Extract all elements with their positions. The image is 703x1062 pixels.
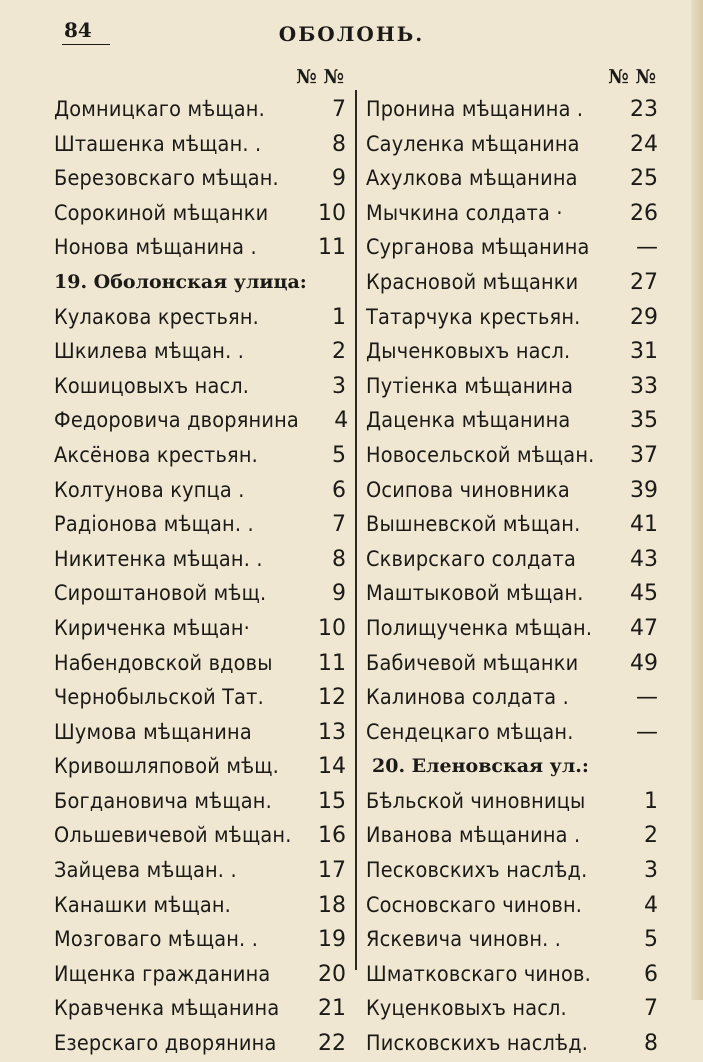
house-number: 2: [332, 339, 346, 365]
list-item: [366, 922, 658, 957]
list-item: [366, 438, 658, 473]
list-item: [366, 334, 658, 369]
house-number: 8: [332, 131, 346, 157]
owner-name: Домницкаго мѣщан.: [54, 97, 265, 121]
owner-name: Набендовской вдовы: [54, 650, 273, 675]
list-item: [54, 922, 346, 957]
owner-name: Шташенка мѣщан. .: [54, 131, 262, 156]
owner-name: Кривошляповой мѣщ.: [54, 754, 279, 779]
house-number: 17: [318, 858, 346, 884]
house-number: 2: [644, 823, 658, 849]
owner-name: Иванова мѣщанина .: [366, 823, 581, 848]
owner-name: Богдановича мѣщан.: [54, 788, 272, 813]
list-item: [366, 92, 658, 127]
list-item: [366, 265, 658, 300]
house-number: 11: [318, 650, 346, 676]
house-number: 39: [630, 477, 658, 503]
list-item: [54, 403, 349, 438]
list-item: [366, 369, 658, 404]
list-item: [366, 542, 658, 577]
owner-name: Маштыковой мѣщан.: [366, 581, 584, 606]
house-number: 41: [630, 512, 658, 538]
list-item: [366, 888, 658, 923]
house-number: 7: [332, 512, 346, 538]
owner-name: Пронина мѣщанина .: [366, 97, 584, 121]
list-item: [366, 576, 658, 611]
list-item: [54, 991, 346, 1026]
list-item: [366, 507, 658, 542]
street-heading: 20. Еленовская ул.:: [372, 755, 589, 778]
house-number: 23: [630, 97, 658, 122]
owner-name: Ищенка гражданина: [54, 961, 271, 986]
house-number: 7: [332, 97, 346, 122]
left-column: [54, 62, 349, 1061]
list-item: [366, 403, 658, 438]
right-rows-before: [366, 92, 658, 749]
list-item: [366, 853, 658, 888]
numbers-label: № №: [296, 66, 344, 88]
owner-name: Песковскихъ наслѣд.: [366, 858, 588, 883]
house-number: 1: [332, 304, 346, 330]
house-number: 9: [332, 581, 346, 607]
list-item: [54, 611, 346, 646]
house-number: 5: [644, 927, 658, 953]
owner-name: Осипова чиновника: [366, 477, 570, 502]
list-item: [54, 888, 346, 923]
owner-name: Бѣльской чиновницы: [366, 788, 586, 813]
house-number: 21: [318, 996, 346, 1022]
owner-name: Бабичевой мѣщанки: [366, 650, 579, 675]
house-number: 13: [318, 719, 346, 745]
house-number: —: [636, 235, 658, 261]
page-number: 84: [62, 18, 110, 45]
house-number: 4: [334, 408, 349, 434]
list-item: [366, 473, 658, 508]
list-item: [54, 646, 346, 681]
owner-name: Радіонова мѣщан. .: [54, 512, 254, 537]
house-number: —: [636, 719, 658, 745]
list-item: [54, 957, 346, 992]
owner-name: Нонова мѣщанина .: [54, 235, 257, 260]
house-number: 24: [630, 131, 658, 157]
list-item: [366, 991, 658, 1026]
house-number: 14: [318, 754, 346, 780]
house-number: 12: [318, 685, 346, 711]
house-number: 9: [332, 166, 346, 192]
house-number: 35: [630, 408, 658, 434]
right-rows-after: [366, 784, 658, 1061]
owner-name: Путіенка мѣщанина: [366, 373, 574, 398]
list-item: [54, 576, 346, 611]
house-number: 22: [318, 1031, 346, 1057]
owner-name: Федоровича дворянина: [54, 408, 299, 433]
owner-name: Красновой мѣщанки: [366, 269, 579, 294]
owner-name: Ольшевичевой мѣщан.: [54, 823, 292, 848]
list-item: [366, 161, 658, 196]
house-number: 10: [318, 615, 346, 641]
owner-name: Шматковскаго чинов.: [366, 961, 591, 986]
owner-name: Калинова солдата .: [366, 685, 569, 710]
house-number: —: [636, 685, 658, 711]
owner-name: Сендецкаго мѣщан.: [366, 719, 574, 744]
house-number: 16: [318, 823, 346, 849]
owner-name: Кравченка мѣщанина: [54, 996, 280, 1021]
list-item: [54, 230, 346, 265]
house-number: 29: [630, 304, 658, 330]
owner-name: Ахулкова мѣщанина: [366, 166, 578, 191]
list-item: [54, 300, 346, 335]
house-number: 20: [318, 961, 346, 987]
house-number: 27: [630, 269, 658, 295]
house-number: 4: [644, 892, 658, 918]
owner-name: Сурганова мѣщанина: [366, 235, 590, 260]
house-number: 33: [630, 373, 658, 399]
owner-name: Куценковыхъ насл.: [366, 996, 567, 1021]
owner-name: Кошицовыхъ насл.: [54, 373, 250, 398]
owner-name: Мычкина солдата ·: [366, 200, 563, 225]
house-number: 37: [630, 442, 658, 468]
list-item: [54, 127, 346, 162]
owner-name: Езерскаго дворянина: [54, 1031, 277, 1056]
owner-name: Сауленка мѣщанина: [366, 131, 580, 156]
owner-name: Колтунова купца .: [54, 477, 245, 502]
house-number: 45: [630, 581, 658, 607]
list-item: [366, 680, 658, 715]
list-item: [366, 230, 658, 265]
list-item: [366, 1026, 658, 1061]
running-title: ОБОЛОНЬ.: [278, 22, 425, 46]
list-item: [366, 646, 658, 681]
owner-name: Сквирскаго солдата: [366, 546, 577, 571]
owner-name: Вышневской мѣщан.: [366, 512, 581, 537]
owner-name: Березовскаго мѣщан.: [54, 166, 279, 191]
page-edge: [691, 0, 703, 1000]
house-number: 6: [644, 961, 658, 987]
house-number: 10: [318, 200, 346, 226]
house-number: 8: [332, 546, 346, 572]
owner-name: Зайцева мѣщан. .: [54, 858, 237, 883]
left-rows-after: [54, 300, 349, 1061]
house-number: 18: [318, 892, 346, 918]
left-rows-before: [54, 92, 346, 265]
list-item: [366, 127, 658, 162]
list-item: [54, 161, 346, 196]
list-item: [366, 611, 658, 646]
house-number: 8: [644, 1031, 658, 1057]
owner-name: Шкилева мѣщан. .: [54, 339, 245, 364]
list-item: [54, 749, 346, 784]
owner-name: Полищученка мѣщан.: [366, 615, 593, 640]
house-number: 15: [318, 788, 346, 814]
list-item: [54, 438, 346, 473]
list-item: [54, 92, 346, 127]
column-divider: [355, 90, 357, 970]
house-number: 5: [332, 442, 346, 468]
list-item: [54, 196, 346, 231]
right-column: [366, 62, 658, 1061]
list-item: [54, 715, 346, 750]
house-number: 1: [644, 788, 658, 814]
list-item: [366, 818, 658, 853]
page-header: [0, 14, 703, 58]
list-item: [366, 196, 658, 231]
owner-name: Сосновскаго чиновн.: [366, 892, 583, 917]
list-item: [366, 784, 658, 819]
house-number: 25: [630, 166, 658, 192]
house-number: 3: [644, 858, 658, 884]
owner-name: Кириченка мѣщан·: [54, 615, 250, 640]
list-item: [54, 542, 346, 577]
house-number: 26: [630, 200, 658, 226]
numbers-label: № №: [608, 66, 656, 88]
list-item: [366, 715, 658, 750]
owner-name: Чернобыльской Тат.: [54, 685, 264, 710]
owner-name: Шумова мѣщанина: [54, 719, 252, 744]
owner-name: Яскевича чиновн. .: [366, 927, 562, 952]
house-number: 49: [630, 650, 658, 676]
street-heading: 19. Оболонская улица:: [54, 270, 307, 293]
house-number: 43: [630, 546, 658, 572]
owner-name: Кулакова крестьян.: [54, 304, 259, 329]
owner-name: Сорокиной мѣщанки: [54, 200, 269, 225]
house-number: 19: [318, 927, 346, 953]
list-item: [54, 680, 346, 715]
house-number: 47: [630, 615, 658, 641]
list-item: [54, 369, 346, 404]
owner-name: Аксёнова крестьян.: [54, 442, 259, 467]
owner-name: Сироштановой мѣщ.: [54, 581, 267, 606]
owner-name: Канашки мѣщан.: [54, 892, 232, 917]
owner-name: Дыченковыхъ насл.: [366, 339, 571, 364]
list-item: [54, 784, 346, 819]
owner-name: Мозговаго мѣщан. .: [54, 927, 259, 952]
list-item: [366, 300, 658, 335]
list-item: [54, 507, 346, 542]
list-item: [54, 334, 346, 369]
owner-name: Никитенка мѣщан. .: [54, 546, 263, 571]
house-number: 3: [332, 373, 346, 399]
owner-name: Новосельской мѣщан.: [366, 442, 595, 467]
owner-name: Даценка мѣщанина: [366, 408, 571, 433]
owner-name: Татарчука крестьян.: [366, 304, 581, 329]
house-number: 7: [644, 996, 658, 1022]
house-number: 31: [630, 339, 658, 365]
list-item: [54, 473, 346, 508]
list-item: [366, 957, 658, 992]
list-item: [54, 1026, 346, 1061]
house-number: 6: [332, 477, 346, 503]
house-number: 11: [318, 235, 346, 261]
list-item: [54, 818, 346, 853]
owner-name: Писковскихъ наслѣд.: [366, 1031, 589, 1056]
list-item: [54, 853, 346, 888]
